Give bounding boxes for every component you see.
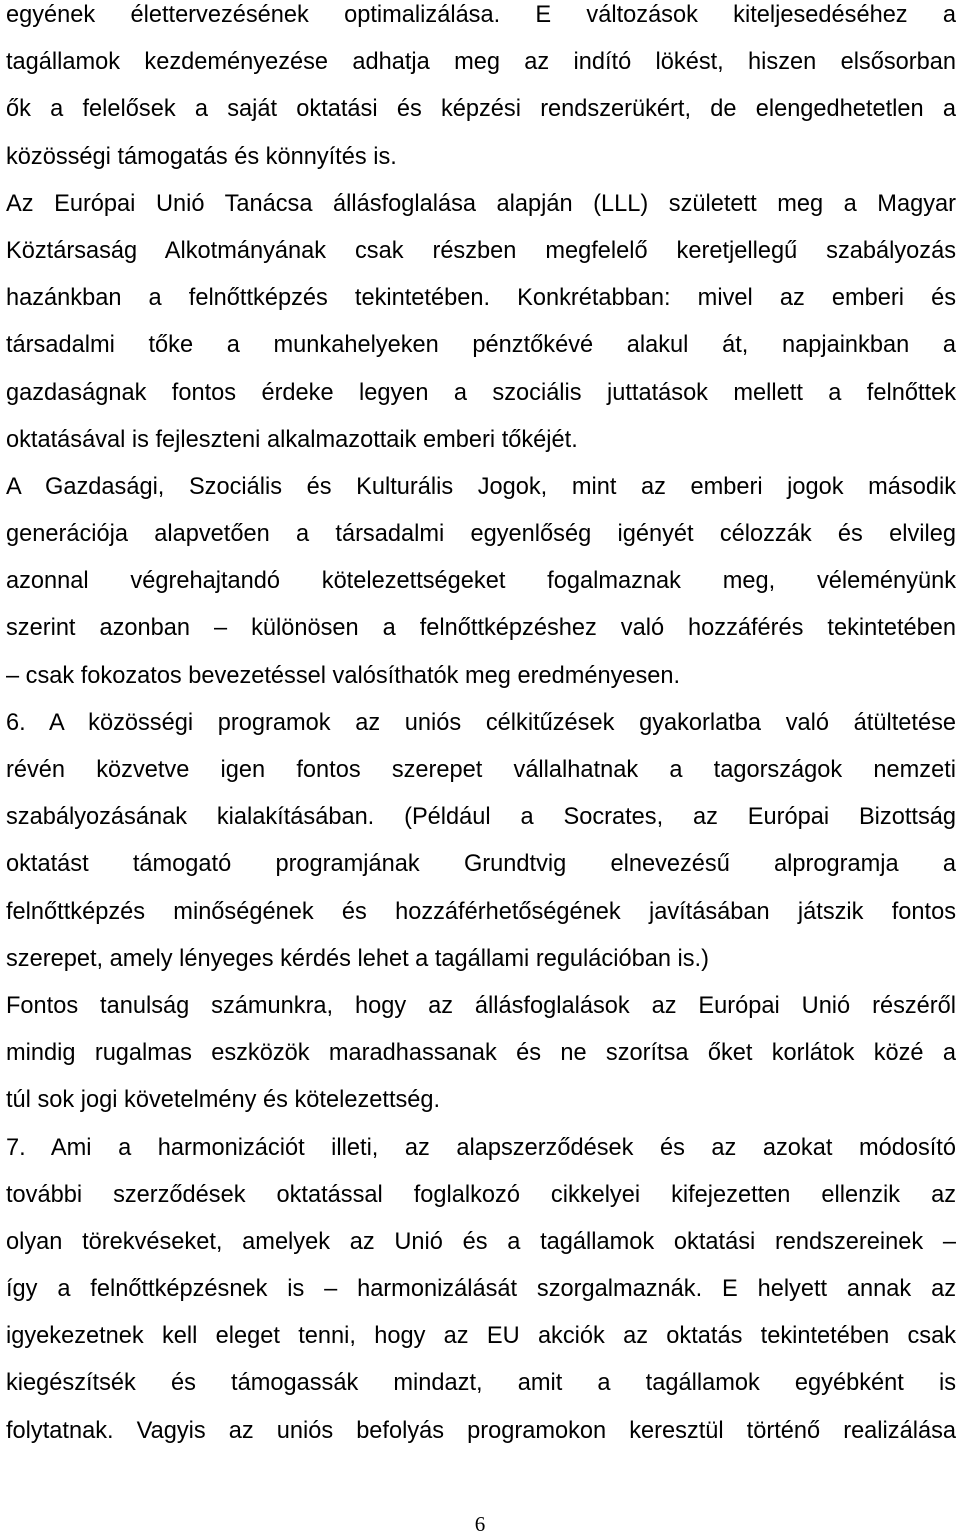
text-line: olyan törekvéseket, amelyek az Unió és a tagállamok oktatási rendszereinek –	[6, 1228, 956, 1255]
text-line: – csak fokozatos bevezetéssel valósíthatók meg eredményesen.	[6, 662, 681, 689]
text-line: egyének élettervezésének optimalizálása. E változások kiteljesedéséhez a	[6, 2, 956, 28]
text-line: szerint azonban – különösen a felnőttképzéshez való hozzáférés tekintetében	[6, 615, 956, 642]
text-line: Az Európai Unió Tanácsa állásfoglalása alapján (LLL) született meg a Magyar	[6, 190, 956, 217]
text-line: igyekezetnek kell eleget tenni, hogy az EU akciók az oktatás tekintetében csak	[6, 1323, 956, 1350]
text-line: oktatásával is fejleszteni alkalmazottaik emberi tőkéjét.	[6, 426, 578, 453]
text-line: szerepet, amely lényeges kérdés lehet a tagállami regulációban is.)	[6, 945, 709, 972]
text-line: ők a felelősek a saját oktatási és képzési rendszerükért, de elengedhetetlen a	[6, 96, 956, 123]
text-line: így a felnőttképzésnek is – harmonizálását szorgalmaznák. E helyett annak az	[6, 1276, 956, 1303]
text-line: 6. A közösségi programok az uniós célkitűzések gyakorlatba való átültetése	[6, 709, 956, 736]
text-line: kiegészítsék és támogassák mindazt, amit a tagállamok egyébként is	[6, 1370, 956, 1397]
page-number: 6	[474, 1512, 486, 1536]
text-line: felnőttképzés minőségének és hozzáférhetőségének javításában játszik fontos	[6, 898, 956, 925]
text-line: túl sok jogi követelmény és kötelezettség.	[6, 1087, 441, 1114]
text-line: generációja alapvetően a társadalmi egyenlőség igényét célozzák és elvileg	[6, 521, 956, 548]
text-line: Fontos tanulság számunkra, hogy az állásfoglalások az Európai Unió részéről	[6, 992, 956, 1019]
text-line: szabályozásának kialakításában. (Például a Socrates, az Európai Bizottság	[6, 804, 956, 831]
text-line: tagállamok kezdeményezése adhatja meg az indító lökést, hiszen elsősorban	[6, 49, 956, 76]
text-line: közösségi támogatás és könnyítés is.	[6, 143, 397, 170]
text-line: folytatnak. Vagyis az uniós befolyás programokon keresztül történő realizálása	[6, 1417, 956, 1444]
text-line: Köztársaság Alkotmányának csak részben megfelelő keretjellegű szabályozás	[6, 237, 956, 264]
text-line: révén közvetve igen fontos szerepet vállalhatnak a tagországok nemzeti	[6, 757, 956, 783]
text-line: hazánkban a felnőttképzés tekintetében. Konkrétabban: mivel az emberi és	[6, 285, 956, 312]
text-line: mindig rugalmas eszközök maradhassanak és ne szorítsa őket korlátok közé a	[6, 1040, 956, 1067]
text-line: A Gazdasági, Szociális és Kulturális Jogok, mint az emberi jogok második	[6, 473, 956, 500]
text-line: gazdaságnak fontos érdeke legyen a szociális juttatások mellett a felnőttek	[6, 379, 956, 406]
text-line: társadalmi tőke a munkahelyeken pénztőkévé alakul át, napjainkban a	[6, 332, 956, 359]
text-line: további szerződések oktatással foglalkozó cikkelyei kifejezetten ellenzik az	[6, 1181, 956, 1208]
text-line: oktatást támogató programjának Grundtvig elnevezésű alprogramja a	[6, 851, 956, 878]
text-line: azonnal végrehajtandó kötelezettségeket fogalmaznak meg, véleményünk	[6, 568, 956, 595]
body-text	[6, 0, 956, 1455]
text-line: 7. Ami a harmonizációt illeti, az alapszerződések és az azokat módosító	[6, 1134, 956, 1161]
